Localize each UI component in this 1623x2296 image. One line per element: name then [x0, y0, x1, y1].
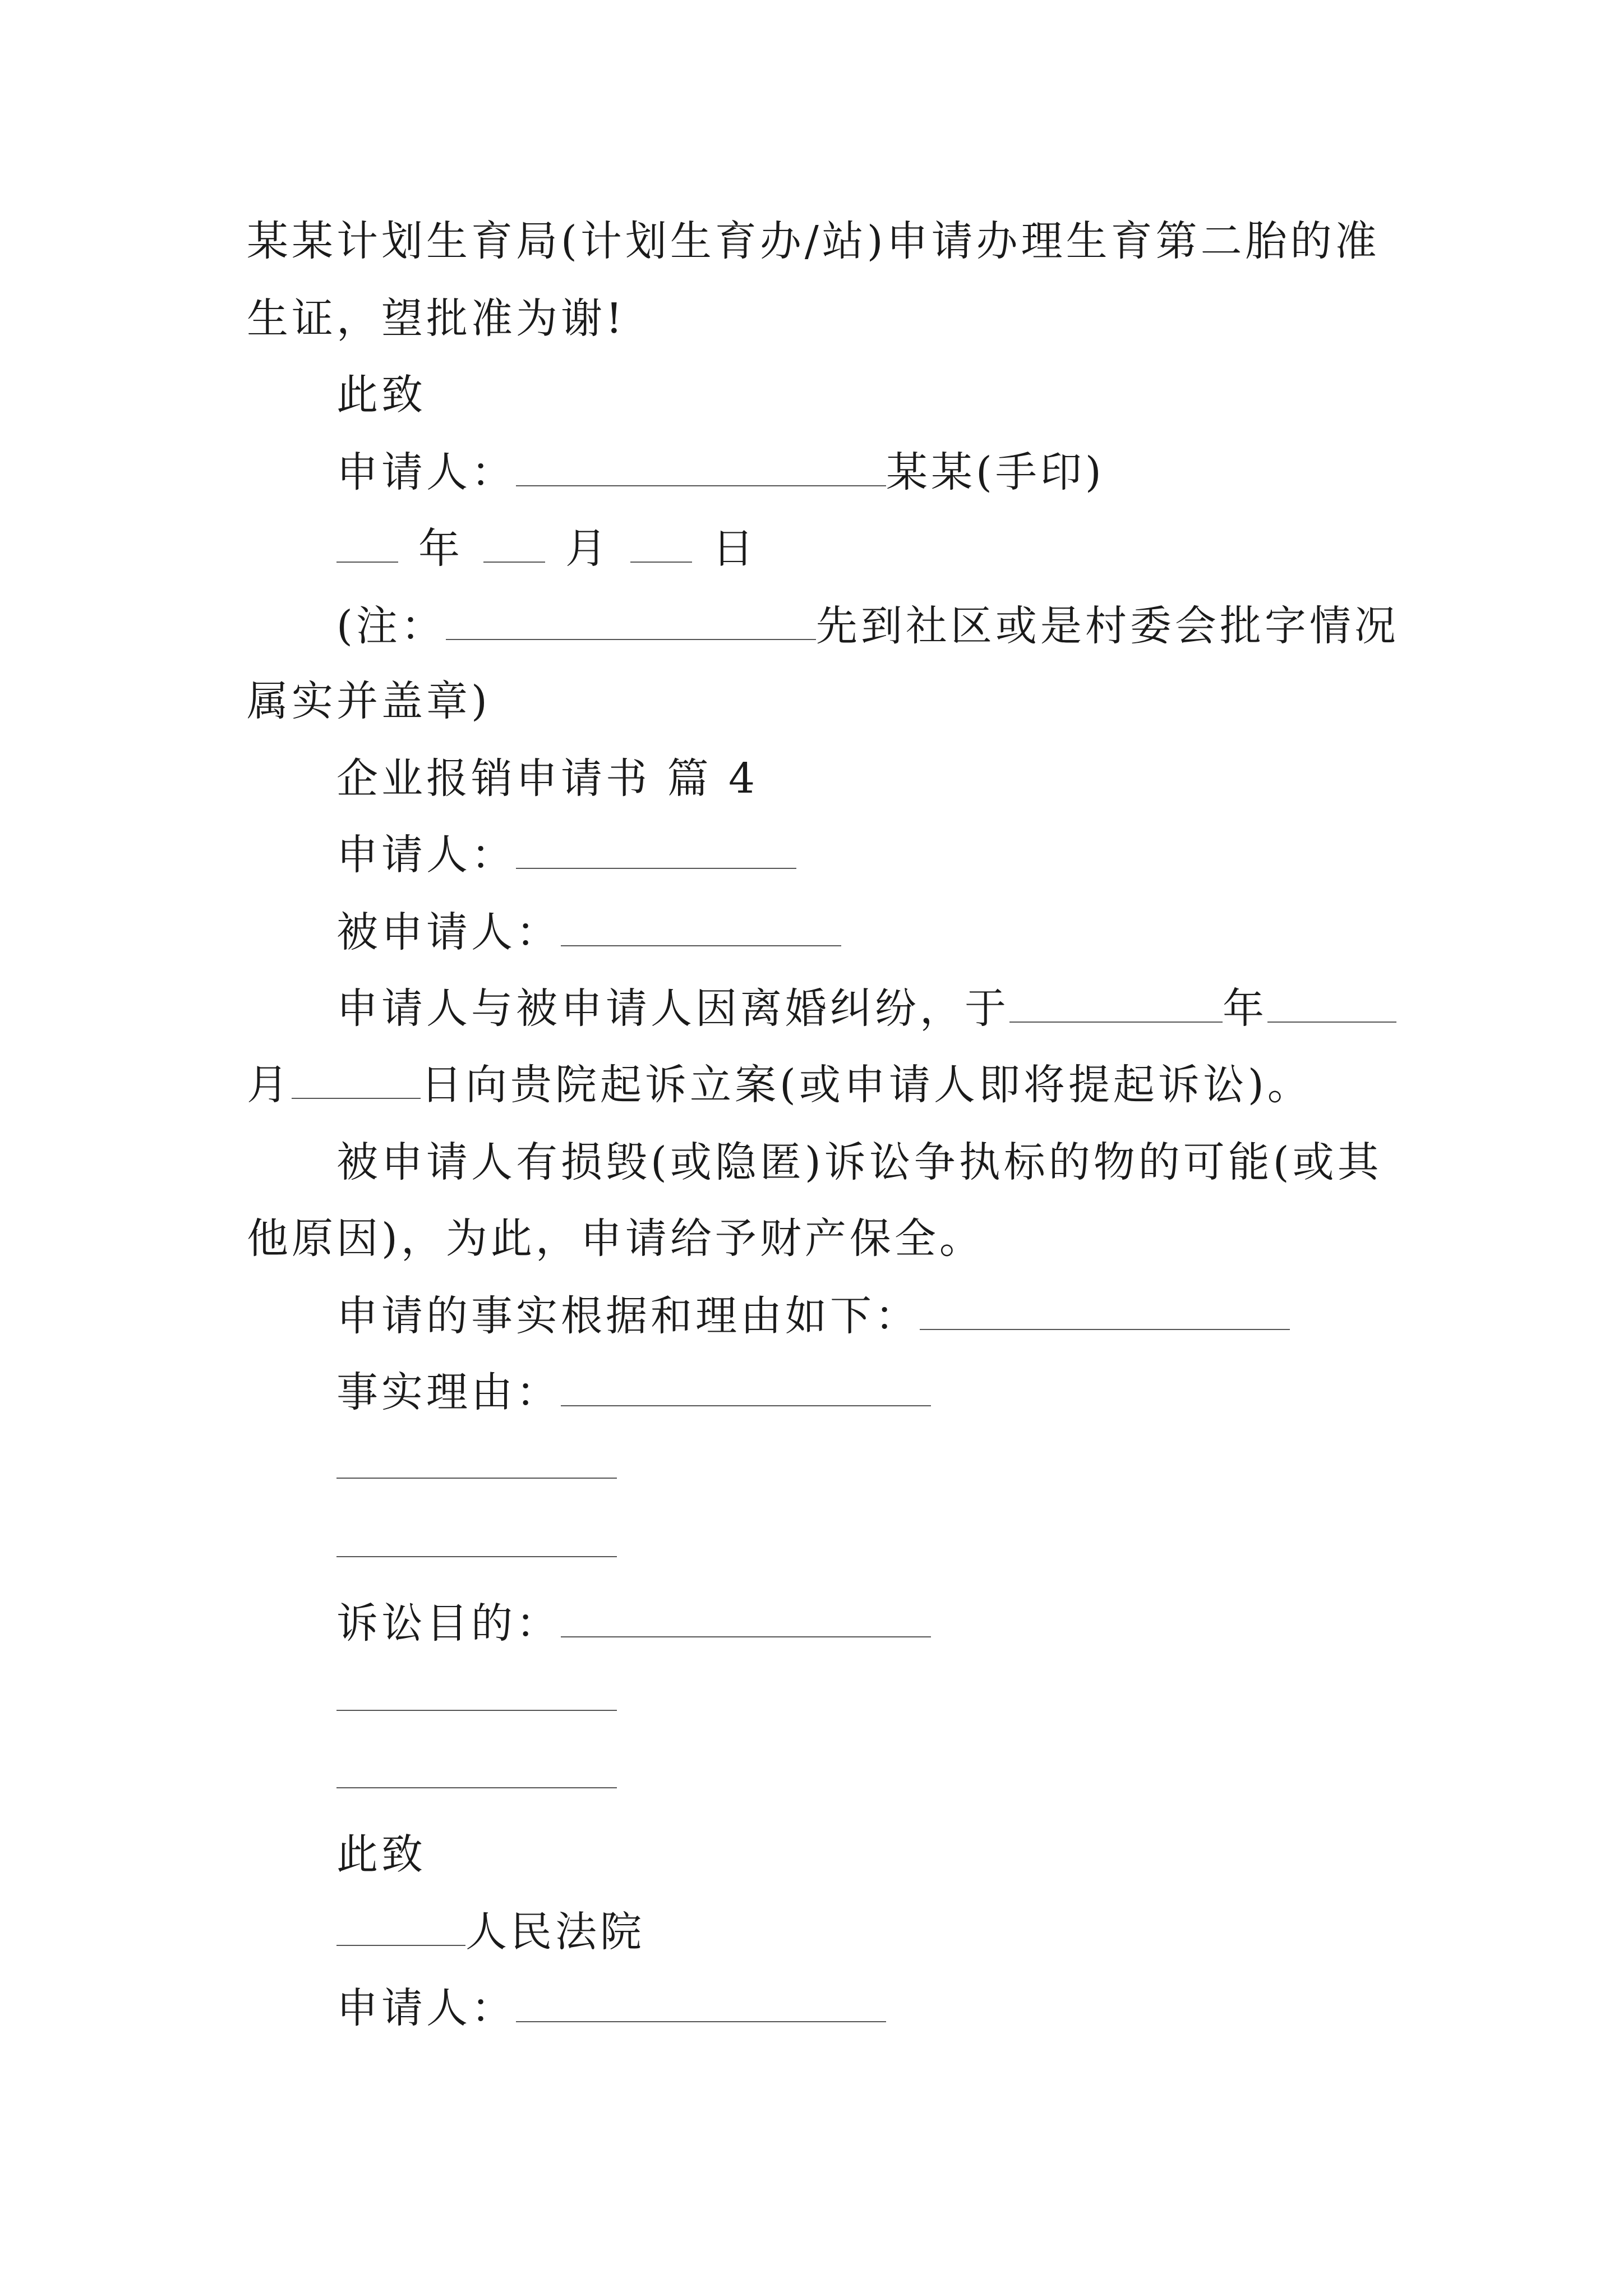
- paragraph-line: 申请人与被申请人因离婚纠纷，于 年: [336, 981, 1396, 1037]
- facts-label: 事实理由：: [336, 1368, 561, 1416]
- note-text: 先到社区或是村委会批字情况: [815, 602, 1399, 650]
- day-blank[interactable]: [630, 523, 692, 563]
- year-label: 年: [418, 524, 463, 573]
- purpose-blank[interactable]: [561, 1598, 931, 1637]
- applicant-line: [336, 1980, 886, 2036]
- filing-month-blank[interactable]: [1267, 983, 1396, 1023]
- purpose-extra-blank[interactable]: [336, 1786, 617, 1788]
- applicant-line: [336, 827, 796, 883]
- paragraph-line: 被申请人有损毁(或隐匿)诉讼争执标的物的可能(或其: [336, 1138, 1382, 1186]
- facts-line: [336, 1364, 931, 1420]
- purpose-label: 诉讼目的：: [336, 1599, 561, 1648]
- paragraph-line: [247, 213, 1380, 269]
- paragraph-text: 生证，望批准为谢!: [247, 295, 626, 343]
- purpose-line: [336, 1595, 931, 1651]
- note-prefix: (注：: [336, 602, 446, 650]
- applicant-blank[interactable]: [516, 1983, 886, 2022]
- year-blank[interactable]: [336, 523, 398, 563]
- facts-intro-line: 申请的事实根据和理由如下：: [336, 1288, 1290, 1344]
- court-name: 人民法院: [465, 1908, 645, 1956]
- respondent-label: 被申请人：: [336, 908, 561, 956]
- salutation: 此致: [336, 371, 426, 419]
- paragraph-line: 他原因)，为此，申请给予财产保全。: [247, 1214, 984, 1263]
- facts-extra-blank[interactable]: [336, 1555, 617, 1557]
- paragraph-line: [247, 291, 626, 347]
- month-label: 月: [565, 524, 610, 573]
- court-line: [336, 1904, 645, 1960]
- respondent-blank[interactable]: [561, 907, 841, 946]
- paragraph-line: 月 日向贵院起诉立案(或申请人即将提起诉讼)。: [247, 1061, 1312, 1109]
- applicant-blank[interactable]: [516, 447, 886, 486]
- month-blank[interactable]: [483, 523, 545, 563]
- note-blank[interactable]: [446, 601, 816, 640]
- note-line-2: 属实并盖章): [247, 677, 491, 725]
- filing-day-blank[interactable]: [292, 1060, 421, 1099]
- applicant-label: 申请人：: [336, 831, 516, 879]
- day-label: 日: [712, 524, 757, 573]
- applicant-label: 申请人：: [336, 448, 516, 496]
- applicant-blank[interactable]: [516, 830, 796, 869]
- facts-intro-blank[interactable]: [920, 1291, 1290, 1330]
- applicant-suffix: 某某(手印): [886, 448, 1105, 496]
- facts-extra-blank[interactable]: [336, 1476, 617, 1479]
- court-blank[interactable]: [336, 1907, 465, 1946]
- purpose-extra-blank[interactable]: [336, 1709, 617, 1711]
- salutation: 此致: [336, 1830, 426, 1879]
- applicant-signature-line: [336, 444, 1105, 500]
- note-line: [336, 598, 1399, 654]
- respondent-line: [336, 904, 841, 960]
- date-line: [336, 521, 757, 577]
- applicant-label: 申请人：: [336, 1984, 516, 2032]
- filing-year-blank[interactable]: [1009, 983, 1223, 1023]
- paragraph-text: 某某计划生育局(计划生育办/站)申请办理生育第二胎的准: [247, 217, 1380, 265]
- section-title: 企业报销申请书 篇 4: [336, 754, 759, 803]
- facts-blank[interactable]: [561, 1367, 931, 1406]
